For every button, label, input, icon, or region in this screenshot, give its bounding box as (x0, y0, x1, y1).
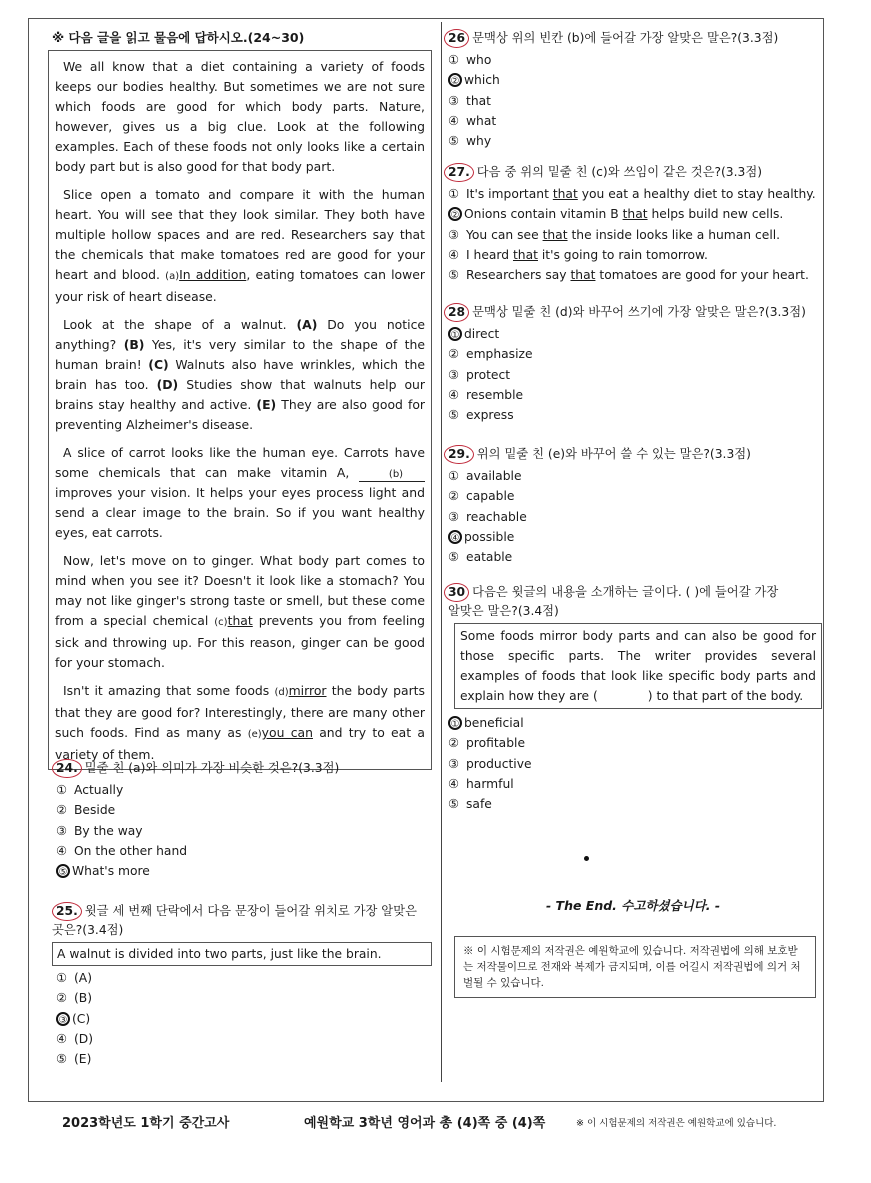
paragraph-4-text-b: improves your vision. It helps your eyes process light and send a clear image to the brain. So if you want healthy eyes, eat carrots. (55, 485, 425, 540)
option-number: ② (56, 803, 68, 818)
stray-dot (584, 856, 589, 861)
option-text: capable (466, 489, 515, 504)
option-number: ① (448, 716, 462, 730)
option-number: ④ (448, 387, 460, 402)
marker-a: (a) (165, 271, 180, 282)
option-text: what (466, 113, 497, 128)
option-text: (B) (74, 991, 93, 1006)
question-number: 29. (444, 445, 474, 464)
option-number: ③ (448, 509, 460, 524)
option-4[interactable] (448, 111, 822, 131)
question-number: 27. (444, 163, 474, 182)
option-1-selected[interactable] (448, 324, 822, 344)
question-number: 28 (444, 303, 469, 322)
question-30 (444, 582, 822, 814)
question-28 (444, 302, 822, 425)
option-number: ③ (448, 367, 460, 382)
option-text: Actually (74, 783, 124, 797)
option-text: productive (466, 756, 532, 771)
option-number: ④ (448, 530, 462, 544)
question-25 (52, 902, 432, 1069)
question-26 (444, 28, 822, 151)
option-number: ② (448, 347, 460, 362)
option-text: resemble (466, 387, 524, 402)
option-number: ① (448, 187, 460, 201)
option-text: beneficial (464, 716, 524, 730)
question-prompt: 윗글 세 번째 단락에서 다음 문장이 들어갈 위치로 가장 알맞은 곳은?(3.4점) (52, 904, 417, 937)
option-5[interactable] (448, 405, 822, 425)
option-3-selected[interactable] (56, 1009, 432, 1029)
option-text: possible (464, 529, 515, 544)
option-number: ⑤ (448, 797, 460, 812)
paragraph-5 (55, 551, 425, 673)
option-4[interactable] (448, 385, 822, 405)
question-number: 30 (444, 583, 469, 602)
paragraph-4-text-a: A slice of carrot looks like the human eye. Carrots have some chemicals that can make vitamin A, (55, 445, 425, 480)
paragraph-6-text-a: Isn't it amazing that some foods (63, 683, 275, 698)
option-text: I heard (466, 247, 513, 262)
option-2-selected[interactable] (448, 204, 822, 224)
question-prompt: 위의 밑줄 친 (e)와 바꾸어 쓸 수 있는 말은?(3.3점) (476, 447, 751, 461)
option-2[interactable] (448, 486, 822, 506)
option-text: You can see (466, 227, 543, 242)
option-text: Researchers say (466, 268, 571, 283)
paragraph-3 (55, 315, 425, 435)
column-divider (441, 22, 442, 1082)
option-number: ③ (448, 756, 460, 771)
option-text: who (466, 53, 492, 67)
option-text: Beside (74, 803, 116, 818)
option-1[interactable] (448, 50, 822, 70)
question-prompt-line2: 알맞은 말은?(3.4점) (448, 604, 559, 618)
option-text: What's more (72, 864, 150, 879)
option-number: ③ (56, 1012, 70, 1026)
paragraph-3-text-1: Look at the shape of a walnut. (63, 317, 297, 332)
option-number: ④ (448, 776, 460, 791)
option-text: (D) (74, 1031, 94, 1046)
option-number: ③ (448, 93, 460, 108)
option-text: available (466, 469, 522, 483)
option-number: ① (448, 53, 460, 67)
end-message: - The End. 수고하셨습니다. - (546, 898, 721, 913)
option-number: ⑤ (56, 1052, 68, 1067)
option-number: ⑤ (448, 268, 460, 283)
position-C: (C) (148, 357, 169, 372)
option-4[interactable] (448, 774, 822, 794)
option-number: ③ (448, 227, 460, 242)
option-number: ② (56, 991, 68, 1006)
reading-passage (48, 50, 432, 770)
summary-text-a: Some foods mirror body parts and can also be good for those specific parts. The writer provides several examples of foods that look like specific body parts and explain how they are ( (460, 629, 816, 703)
footer-term: 2023학년도 1학기 중간고사 (62, 1116, 230, 1131)
position-A: (A) (296, 317, 318, 332)
option-text: On the other hand (74, 843, 188, 858)
option-5[interactable] (448, 547, 822, 567)
question-prompt: 다음 중 위의 밑줄 친 (c)와 쓰임이 같은 것은?(3.3점) (476, 165, 763, 179)
paragraph-2-text-b: , eating tomatoes can lower your risk of heart disease. (55, 267, 425, 304)
option-text: express (466, 408, 514, 423)
option-5[interactable] (56, 1049, 432, 1069)
paragraph-5-text-a: Now, let's move on to ginger. What body part comes to mind when you see it? Doesn't it look like a stomach? You may not like ginger's strong taste or smell, but these come from a special chemical (55, 553, 425, 628)
option-number: ② (448, 489, 460, 504)
option-number: ③ (56, 823, 68, 838)
footer-copyright: ※ 이 시험문제의 저작권은 예원학교에 있습니다. (576, 1118, 777, 1129)
option-underline: that (622, 207, 648, 222)
paragraph-6-text-c: and try to eat a variety of them. (55, 725, 425, 762)
question-29 (444, 444, 822, 567)
option-text: the inside looks like a human cell. (567, 227, 781, 242)
question-number: 24. (52, 759, 82, 778)
blank-b: (b) (359, 468, 425, 482)
question-prompt: 문맥상 위의 빈칸 (b)에 들어갈 가장 알맞은 말은?(3.3점) (472, 31, 779, 45)
footer-course-page: 예원학교 3학년 영어과 총 (4)쪽 중 (4)쪽 (304, 1116, 546, 1131)
underline-a: In addition (179, 267, 247, 282)
option-number: ⑤ (448, 134, 460, 149)
option-number: ① (56, 971, 68, 985)
option-number: ④ (448, 113, 460, 128)
option-text: (A) (74, 971, 93, 985)
option-number: ② (448, 207, 462, 221)
paragraph-2-text-a: Slice open a tomato and compare it with the human heart. You will see that they look similar. They both have multiple hollow spaces and are red. Researchers say that the chemicals that make tomatoes red are good for your heart and blood. (55, 187, 425, 282)
left-column (48, 22, 432, 770)
option-2-selected[interactable] (448, 70, 822, 90)
option-number: ② (448, 73, 462, 87)
option-2[interactable] (56, 988, 432, 1008)
option-2[interactable] (448, 733, 822, 753)
option-1-selected[interactable] (448, 713, 822, 733)
option-text: reachable (466, 509, 527, 524)
question-prompt: 문맥상 밑줄 친 (d)와 바꾸어 쓰기에 가장 알맞은 말은?(3.3점) (472, 305, 806, 319)
option-text: (E) (74, 1052, 92, 1067)
option-3[interactable] (448, 91, 822, 111)
option-3[interactable] (448, 754, 822, 774)
option-number: ④ (56, 843, 68, 858)
copyright-notice: ※ 이 시험문제의 저작권은 예원학교에 있습니다. 저작권법에 의해 보호받는 저작물이므로 전재와 복제가 금지되며, 이를 어길시 저작권법에 의거 처벌될 수 있습니다. (454, 936, 816, 998)
marker-d: (d) (274, 687, 289, 698)
option-text: It's important (466, 187, 553, 201)
question-number: 25. (52, 902, 82, 921)
paragraph-6 (55, 681, 425, 765)
option-text: (C) (72, 1011, 91, 1026)
option-number: ④ (448, 247, 460, 262)
option-2[interactable] (56, 800, 432, 820)
paragraph-1: We all know that a diet containing a variety of foods keeps our bodies healthy. But sometimes we are not sure which foods are good for which body parts. Nature, however, gives us a big clue. Look at the following examples. Each of these foods not only looks like a certain body part but is also good for that body part. (55, 59, 425, 174)
option-4[interactable] (56, 1029, 432, 1049)
option-text: Onions contain vitamin B (464, 207, 623, 222)
option-3[interactable] (448, 365, 822, 385)
option-underline: that (570, 268, 596, 283)
option-1[interactable] (56, 780, 432, 800)
option-4-selected[interactable] (448, 527, 822, 547)
option-text: that (466, 93, 491, 108)
section-header: ※ 다음 글을 읽고 물음에 답하시오.(24~30) (52, 30, 305, 45)
option-1[interactable] (56, 968, 432, 988)
question-number: 26 (444, 29, 469, 48)
paragraph-3-text-4: Walnuts also have wrinkles, which the brain has too. (55, 357, 425, 392)
option-text: you eat a healthy diet to stay healthy. (577, 187, 816, 201)
option-4[interactable] (448, 245, 822, 265)
position-D: (D) (156, 377, 179, 392)
question-27 (444, 162, 822, 285)
option-number: ① (448, 327, 462, 341)
option-4[interactable] (56, 841, 432, 861)
option-2[interactable] (448, 344, 822, 364)
paragraph-2 (55, 185, 425, 307)
marker-e: (e) (247, 729, 262, 740)
option-text: direct (464, 327, 500, 341)
position-B: (B) (123, 337, 145, 352)
option-1[interactable] (448, 466, 822, 486)
option-5[interactable] (448, 794, 822, 814)
option-number: ② (448, 736, 460, 751)
option-text: harmful (466, 776, 514, 791)
underline-e: you can (261, 725, 313, 740)
option-number: ① (448, 469, 460, 483)
option-text: profitable (466, 736, 526, 751)
option-number: ⑤ (448, 408, 460, 423)
option-text: why (466, 134, 492, 149)
position-E: (E) (256, 397, 277, 412)
option-number: ⑤ (448, 550, 460, 565)
summary-text-b: ) to that part of the body. (647, 689, 804, 703)
option-5-selected[interactable] (56, 861, 432, 881)
option-5[interactable] (448, 265, 822, 285)
option-3[interactable] (448, 225, 822, 245)
option-underline: that (552, 187, 578, 201)
option-text: tomatoes are good for your heart. (595, 268, 809, 283)
underline-c: that (227, 613, 253, 628)
option-text: safe (466, 797, 492, 812)
summary-box (454, 623, 822, 709)
option-underline: that (512, 247, 538, 262)
option-text: eatable (466, 550, 513, 565)
paragraph-3-text-6: They are also good for preventing Alzheimer's disease. (55, 397, 426, 432)
option-text: it's going to rain tomorrow. (537, 247, 708, 262)
option-3[interactable] (448, 507, 822, 527)
option-text: By the way (74, 823, 143, 838)
paragraph-3-text-2: Do you notice anything? (55, 317, 425, 352)
question-prompt: 밑줄 친 (a)와 의미가 가장 비슷한 것은?(3.3점) (84, 761, 340, 775)
question-prompt-line1: 다음은 윗글의 내용을 소개하는 글이다. ( )에 들어갈 가장 (472, 585, 779, 599)
paragraph-5-text-b: prevents you from feeling sick and throwing up. For this reason, ginger can be good for your stomach. (55, 613, 425, 670)
paragraph-6-text-b: the body parts that they are good for? Interestingly, there are many other such foods. Find as many as (55, 683, 425, 740)
option-text: protect (466, 367, 511, 382)
underline-d: mirror (288, 683, 327, 698)
option-1[interactable] (448, 184, 822, 204)
option-number: ④ (56, 1031, 68, 1046)
question-24 (52, 758, 432, 881)
option-underline: that (542, 227, 568, 242)
marker-c: (c) (214, 617, 228, 628)
option-text: helps build new cells. (647, 207, 784, 222)
paragraph-4 (55, 443, 425, 543)
insert-sentence-box: A walnut is divided into two parts, just like the brain. (52, 942, 432, 966)
option-3[interactable] (56, 821, 432, 841)
option-5[interactable] (448, 131, 822, 151)
option-text: which (464, 73, 500, 88)
option-text: emphasize (466, 347, 533, 362)
option-number: ⑤ (56, 864, 70, 878)
option-number: ① (56, 783, 68, 797)
paragraph-3-text-5: Studies show that walnuts help our brains stay healthy and active. (55, 377, 426, 412)
paragraph-3-text-3: Yes, it's very similar to the shape of the human brain! (55, 337, 425, 372)
